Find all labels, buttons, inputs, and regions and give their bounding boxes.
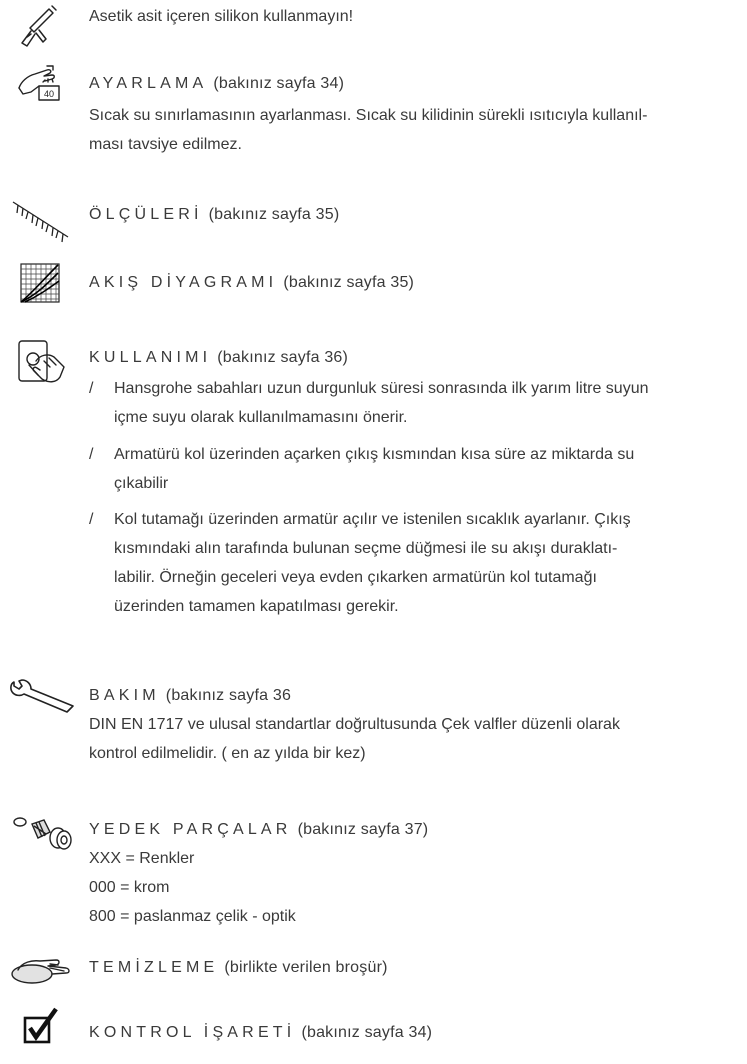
flow-heading — [89, 268, 414, 297]
flow-diagram-icon — [20, 263, 62, 305]
maintenance-heading — [89, 681, 291, 710]
usage-item-2-line-2: çıkabilir — [114, 475, 169, 492]
usage-heading — [89, 343, 348, 372]
adjust-line-1: Sıcak su sınırlamasının ayarlanması. Sıcak su kilidinin sürekli ısıtıcıyla kullanıl- — [89, 107, 648, 124]
usage-ref: (bakınız sayfa 36) — [217, 349, 349, 366]
dimensions-title: ÖLÇÜLERİ — [89, 206, 203, 223]
ruler-icon — [12, 196, 72, 246]
adjust-line-2: ması tavsiye edilmez. — [89, 136, 242, 153]
usage-item-1-line-2: içme suyu olarak kullanılmamasını önerir. — [114, 409, 408, 426]
usage-item-1-line-1: Hansgrohe sabahları uzun durgunluk süresi sonrasında ilk yarım litre suyun — [114, 380, 649, 397]
spares-line-3: 800 = paslanmaz çelik - optik — [89, 908, 296, 925]
bullet-slash: / — [89, 380, 94, 397]
silicone-gun-icon — [18, 2, 60, 48]
control-heading — [89, 1018, 432, 1047]
spares-line-1: XXX = Renkler — [89, 850, 195, 867]
bullet-slash: / — [89, 446, 94, 463]
spares-line-2: 000 = krom — [89, 879, 170, 896]
usage-title: KULLANIMI — [89, 349, 212, 366]
flow-title: AKIŞ DİYAGRAMI — [89, 274, 278, 291]
adjust-ref: (bakınız sayfa 34) — [213, 75, 345, 92]
spares-title: YEDEK PARÇALAR — [89, 821, 292, 838]
cleaning-ref: (birlikte verilen broşür) — [224, 959, 388, 976]
usage-item-3-line-3: labilir. Örneğin geceleri veya evden çıkarken armatürün kol tutamağı — [114, 569, 597, 586]
dimensions-ref: (bakınız sayfa 35) — [208, 206, 340, 223]
temperature-adjust-icon — [17, 62, 65, 102]
cleaning-hand-icon — [8, 948, 72, 992]
flow-ref: (bakınız sayfa 35) — [283, 274, 415, 291]
wrench-icon — [9, 678, 75, 714]
dimensions-heading — [89, 200, 339, 229]
spares-heading — [89, 815, 428, 844]
spare-parts-icon — [12, 812, 76, 852]
hand-lever-icon — [16, 337, 68, 387]
control-title: KONTROL İŞARETİ — [89, 1024, 296, 1041]
spares-ref: (bakınız sayfa 37) — [297, 821, 429, 838]
cleaning-title: TEMİZLEME — [89, 959, 219, 976]
control-ref: (bakınız sayfa 34) — [301, 1024, 433, 1041]
usage-item-3-line-4: üzerinden tamamen kapatılması gerekir. — [114, 598, 399, 615]
adjust-title: AYARLAMA — [89, 75, 208, 92]
maintenance-line-2: kontrol edilmelidir. ( en az yılda bir kez) — [89, 745, 366, 762]
silicone-warning: Asetik asit içeren silikon kullanmayın! — [89, 8, 354, 25]
maintenance-ref: (bakınız sayfa 36 — [165, 687, 292, 704]
maintenance-line-1: DIN EN 1717 ve ulusal standartlar doğrultusunda Çek valfler düzenli olarak — [89, 716, 620, 733]
maintenance-title: BAKIM — [89, 687, 160, 704]
usage-item-3-line-1: Kol tutamağı üzerinden armatür açılır ve istenilen sıcaklık ayarlanır. Çıkış — [114, 511, 631, 528]
checkmark-box-icon — [22, 1006, 62, 1046]
cleaning-heading — [89, 953, 388, 982]
dial-value: 40 — [43, 89, 55, 99]
bullet-slash: / — [89, 511, 94, 528]
usage-item-3-line-2: kısmındaki alın tarafında bulunan seçme düğmesi ile su akışı duraklatı- — [114, 540, 618, 557]
adjust-heading — [89, 69, 344, 98]
usage-item-2-line-1: Armatürü kol üzerinden açarken çıkış kısmından kısa süre az miktarda su — [114, 446, 635, 463]
